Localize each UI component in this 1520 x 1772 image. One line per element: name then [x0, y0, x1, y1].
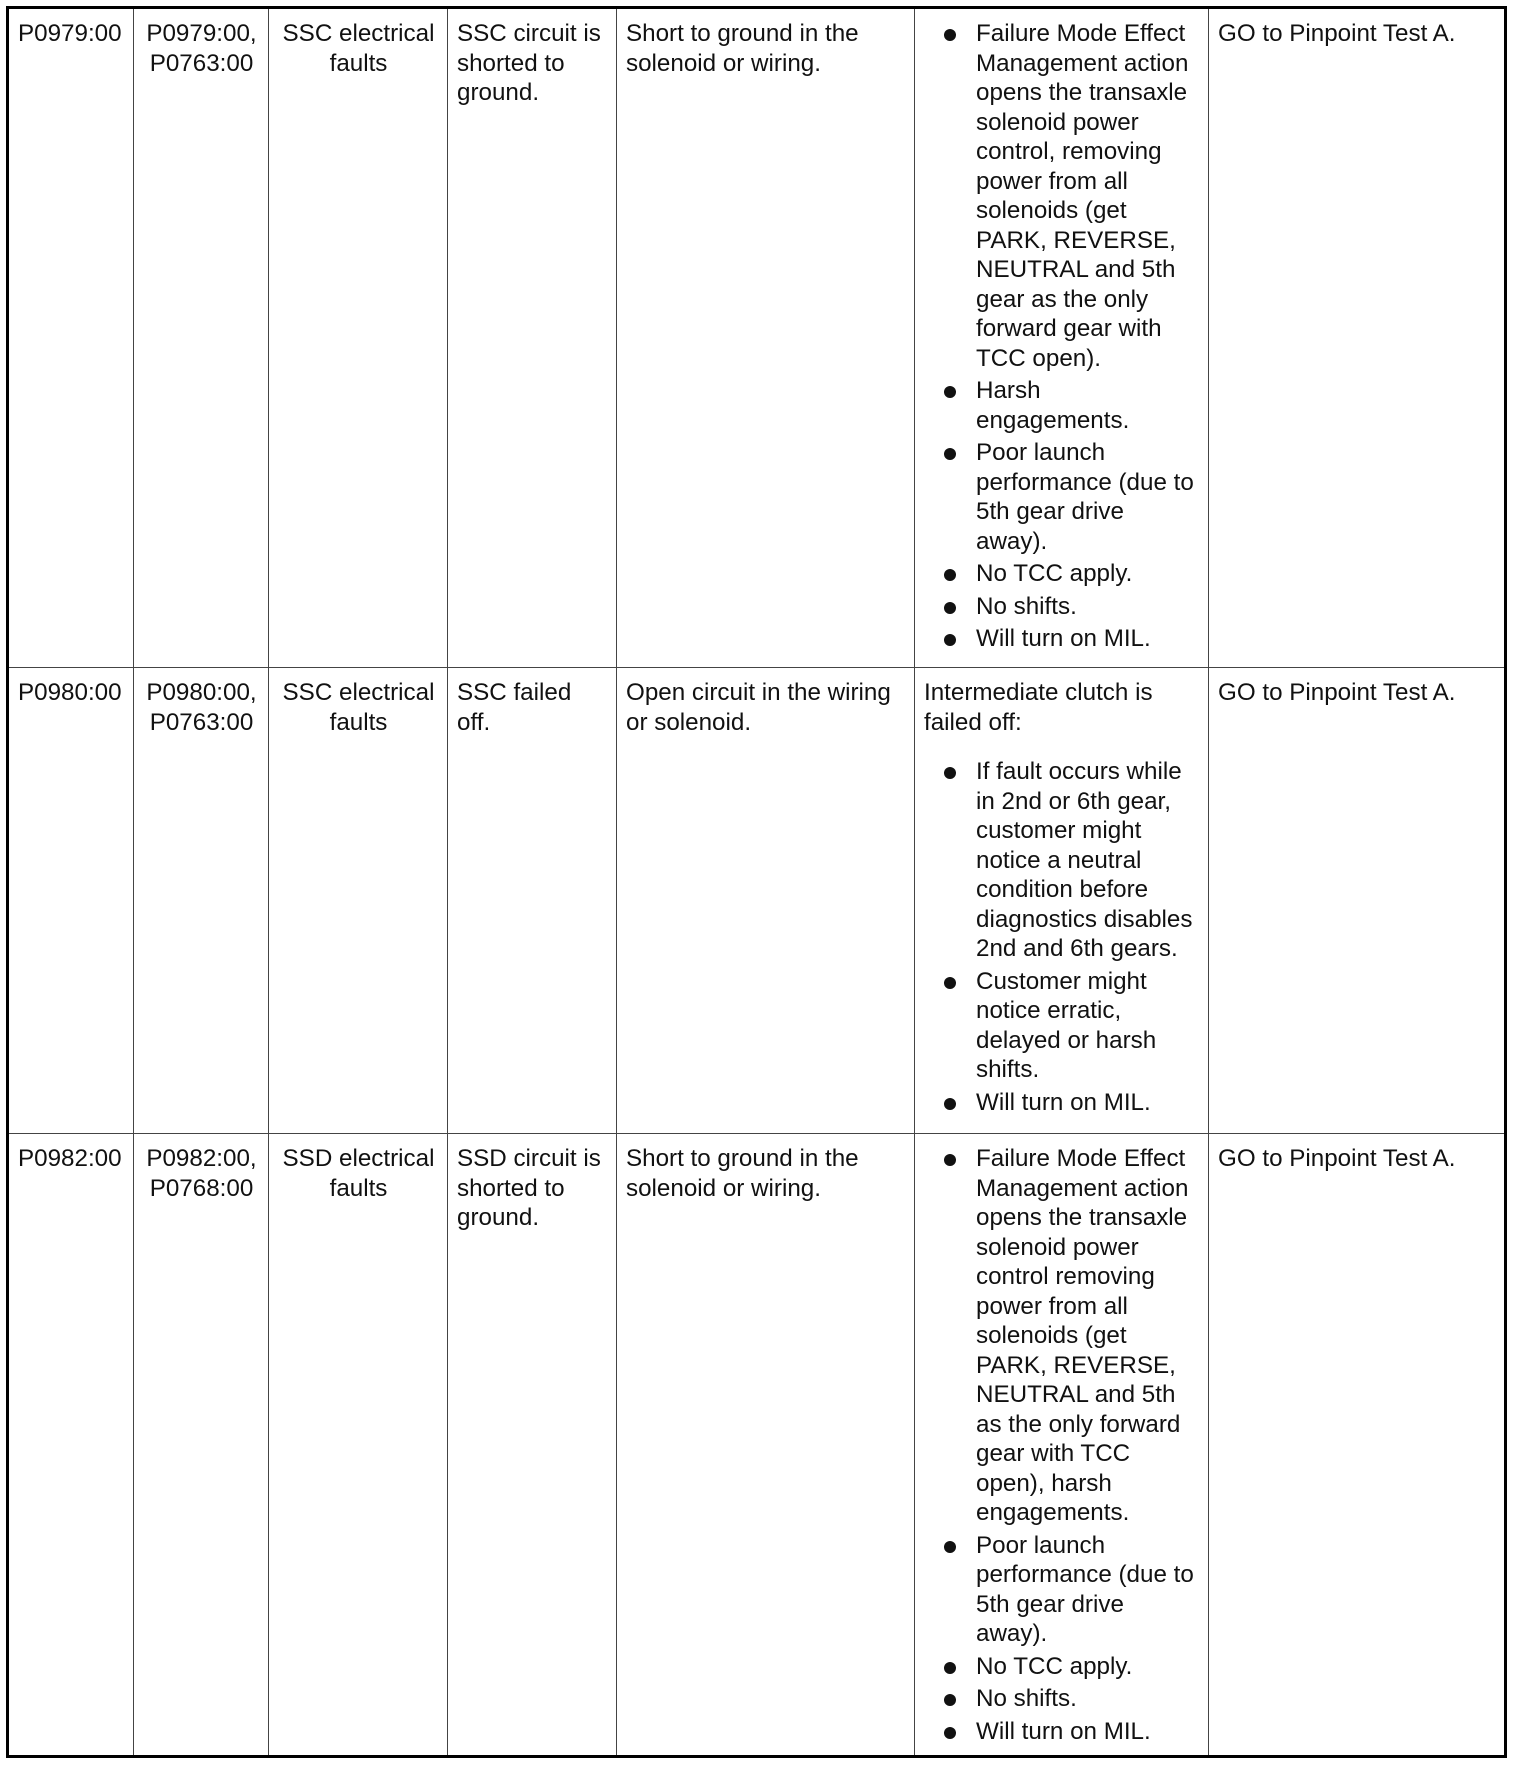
- fault-category: SSC electrical faults: [269, 668, 448, 1134]
- symptom-item: If fault occurs while in 2nd or 6th gear, customer might notice a neutral condition before diagnostics disables 2nd and 6th gears.: [924, 757, 1200, 964]
- related-code: P0768:00: [149, 1174, 254, 1202]
- possible-cause: Open circuit in the wiring or solenoid.: [617, 668, 915, 1134]
- action: GO to Pinpoint Test A.: [1209, 1134, 1506, 1757]
- fault-category: SSC electrical faults: [269, 8, 448, 668]
- table-row: [8, 1134, 1506, 1757]
- dtc-code: P0980:00: [8, 668, 134, 1134]
- symptoms-cell: [915, 1134, 1209, 1757]
- action: GO to Pinpoint Test A.: [1209, 668, 1506, 1134]
- symptom-item: Will turn on MIL.: [924, 1088, 1200, 1118]
- related-code: P0980:00,: [146, 679, 257, 706]
- dtc-code: P0982:00: [8, 1134, 134, 1757]
- possible-cause: Short to ground in the solenoid or wiring.: [617, 8, 915, 668]
- symptom-item: Will turn on MIL.: [924, 624, 1200, 654]
- symptom-list: [924, 19, 1200, 654]
- symptom-intro: Intermediate clutch is failed off:: [924, 679, 1153, 736]
- related-code: P0979:00,: [146, 20, 257, 47]
- fault-category: SSD electrical faults: [269, 1134, 448, 1757]
- symptom-item: Poor launch performance (due to 5th gear drive away).: [924, 1531, 1200, 1649]
- related-codes: [134, 8, 269, 668]
- symptom-list: [924, 1144, 1200, 1746]
- dtc-code: P0979:00: [8, 8, 134, 668]
- dtc-table: [6, 6, 1507, 1758]
- table-row: [8, 8, 1506, 668]
- condition: SSC failed off.: [448, 668, 617, 1134]
- symptom-item: No shifts.: [924, 1684, 1200, 1714]
- related-code: P0982:00,: [146, 1145, 257, 1172]
- symptom-item: No TCC apply.: [924, 1652, 1200, 1682]
- symptom-item: No TCC apply.: [924, 559, 1200, 589]
- symptoms-cell: [915, 8, 1209, 668]
- related-code: P0763:00: [149, 49, 254, 77]
- symptom-item: Will turn on MIL.: [924, 1717, 1200, 1747]
- symptom-item: No shifts.: [924, 592, 1200, 622]
- condition: SSC circuit is shorted to ground.: [448, 8, 617, 668]
- symptom-item: Failure Mode Effect Management action opens the transaxle solenoid power control, removing power from all solenoids (get PARK, REVERSE, NEUTRAL and 5th gear as the only forward gear with TCC open).: [924, 19, 1200, 373]
- symptom-item: Failure Mode Effect Management action opens the transaxle solenoid power control removing power from all solenoids (get PARK, REVERSE, NEUTRAL and 5th as the only forward gear with TCC open), harsh engagements.: [924, 1144, 1200, 1528]
- related-codes: [134, 668, 269, 1134]
- symptom-item: Customer might notice erratic, delayed or harsh shifts.: [924, 967, 1200, 1085]
- symptoms-cell: [915, 668, 1209, 1134]
- symptom-item: Harsh engagements.: [924, 376, 1200, 435]
- condition: SSD circuit is shorted to ground.: [448, 1134, 617, 1757]
- related-codes: [134, 1134, 269, 1757]
- table-row: [8, 668, 1506, 1134]
- symptom-item: Poor launch performance (due to 5th gear drive away).: [924, 438, 1200, 556]
- symptom-list: [924, 757, 1200, 1117]
- related-code: P0763:00: [149, 708, 254, 736]
- possible-cause: Short to ground in the solenoid or wiring.: [617, 1134, 915, 1757]
- action: GO to Pinpoint Test A.: [1209, 8, 1506, 668]
